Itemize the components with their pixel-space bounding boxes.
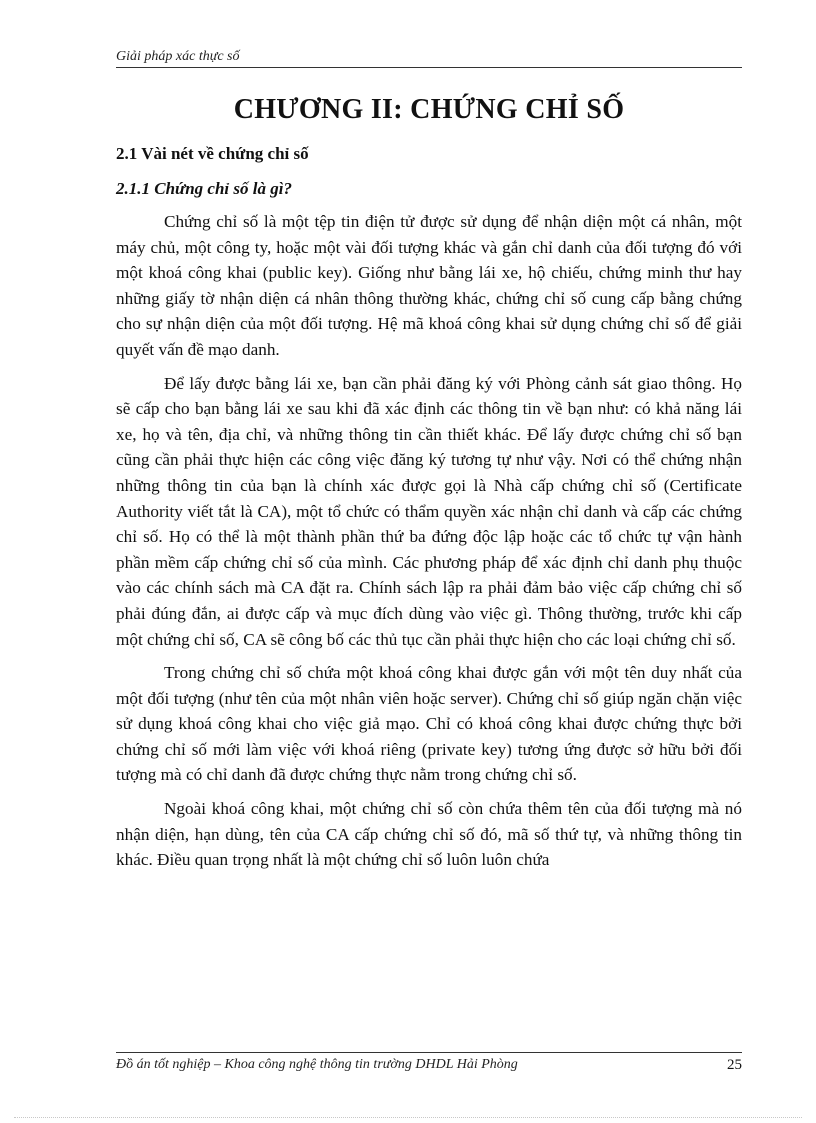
body-text [116,209,742,881]
subsection-heading: 2.1.1 Chứng chỉ số là gì? [116,179,292,198]
running-header: Giải pháp xác thực số [116,49,240,64]
chapter-title: CHƯƠNG II: CHỨNG CHỈ SỐ [233,94,625,125]
footer-rule [116,1052,742,1053]
header-rule [116,67,742,68]
page-edge-divider [14,1117,802,1118]
paragraph: Để lấy được bằng lái xe, bạn cần phải đăng ký với Phòng cảnh sát giao thông. Họ sẽ cấp cho bạn bằng lái xe sau khi đã xác định các thông tin về bạn như: có khả năng lái xe, họ và tên, địa chỉ, và những thông tin cần thiết khác. Để lấy được chứng chỉ số bạn cũng cần phải thực hiện các công việc đăng ký tương tự như vậy. Nơi có thể chứng nhận những thông tin của bạn là chính xác được gọi là Nhà cấp chứng chỉ số (Certificate Authority viết tắt là CA), một tổ chức có thẩm quyền xác nhận chỉ danh và cấp các chứng chỉ số. Họ có thể là một thành phần thứ ba đứng độc lập hoặc các tổ chức tự vận hành phần mềm cấp chứng chỉ số của mình. Các phương pháp để xác định chỉ danh phụ thuộc vào các chính sách mà CA đặt ra. Chính sách lập ra phải đảm bảo việc cấp chứng chỉ số phải đúng đắn, ai được cấp và mục đích dùng vào việc gì. Thông thường, trước khi cấp một chứng chỉ số, CA sẽ công bố các thủ tục cần phải thực hiện cho các loại chứng chỉ số. [116,373,742,649]
paragraph: Chứng chỉ số là một tệp tin điện tử được sử dụng để nhận diện một cá nhân, một máy chủ, một công ty, hoặc một vài đối tượng khác và gắn chỉ danh của đối tượng đó với một khoá công khai (public key). Giống như bằng lái xe, hộ chiếu, chứng minh thư hay những giấy tờ nhận diện cá nhân thông thường khác, chứng chỉ số cung cấp bằng chứng cho sự nhận diện của một đối tượng. Hệ mã khoá công khai sử dụng chứng chỉ số để giải quyết vấn đề mạo danh. [116,212,742,359]
section-heading: 2.1 Vài nét về chứng chỉ số [116,144,309,163]
paragraph: Ngoài khoá công khai, một chứng chỉ số còn chứa thêm tên của đối tượng mà nó nhận diện, hạn dùng, tên của CA cấp chứng chỉ số đó, mã số thứ tự, và những thông tin khác. Điều quan trọng nhất là một chứng chỉ số luôn luôn chứa [116,799,742,870]
page-number: 25 [727,1057,742,1073]
running-footer: Đồ án tốt nghiệp – Khoa công nghệ thông tin trường DHDL Hải Phòng [116,1057,518,1072]
paragraph: Trong chứng chỉ số chứa một khoá công khai được gắn với một tên duy nhất của một đối tượng (như tên của một nhân viên hoặc server). Chứng chỉ số giúp ngăn chặn việc sử dụng khoá công khai cho việc giả mạo. Chỉ có khoá công khai được chứng thực bởi chứng chỉ số mới làm việc với khoá riêng (private key) tương ứng được sở hữu bởi đối tượng mà có chỉ danh đã được chứng thực nằm trong chứng chỉ số. [116,663,742,785]
